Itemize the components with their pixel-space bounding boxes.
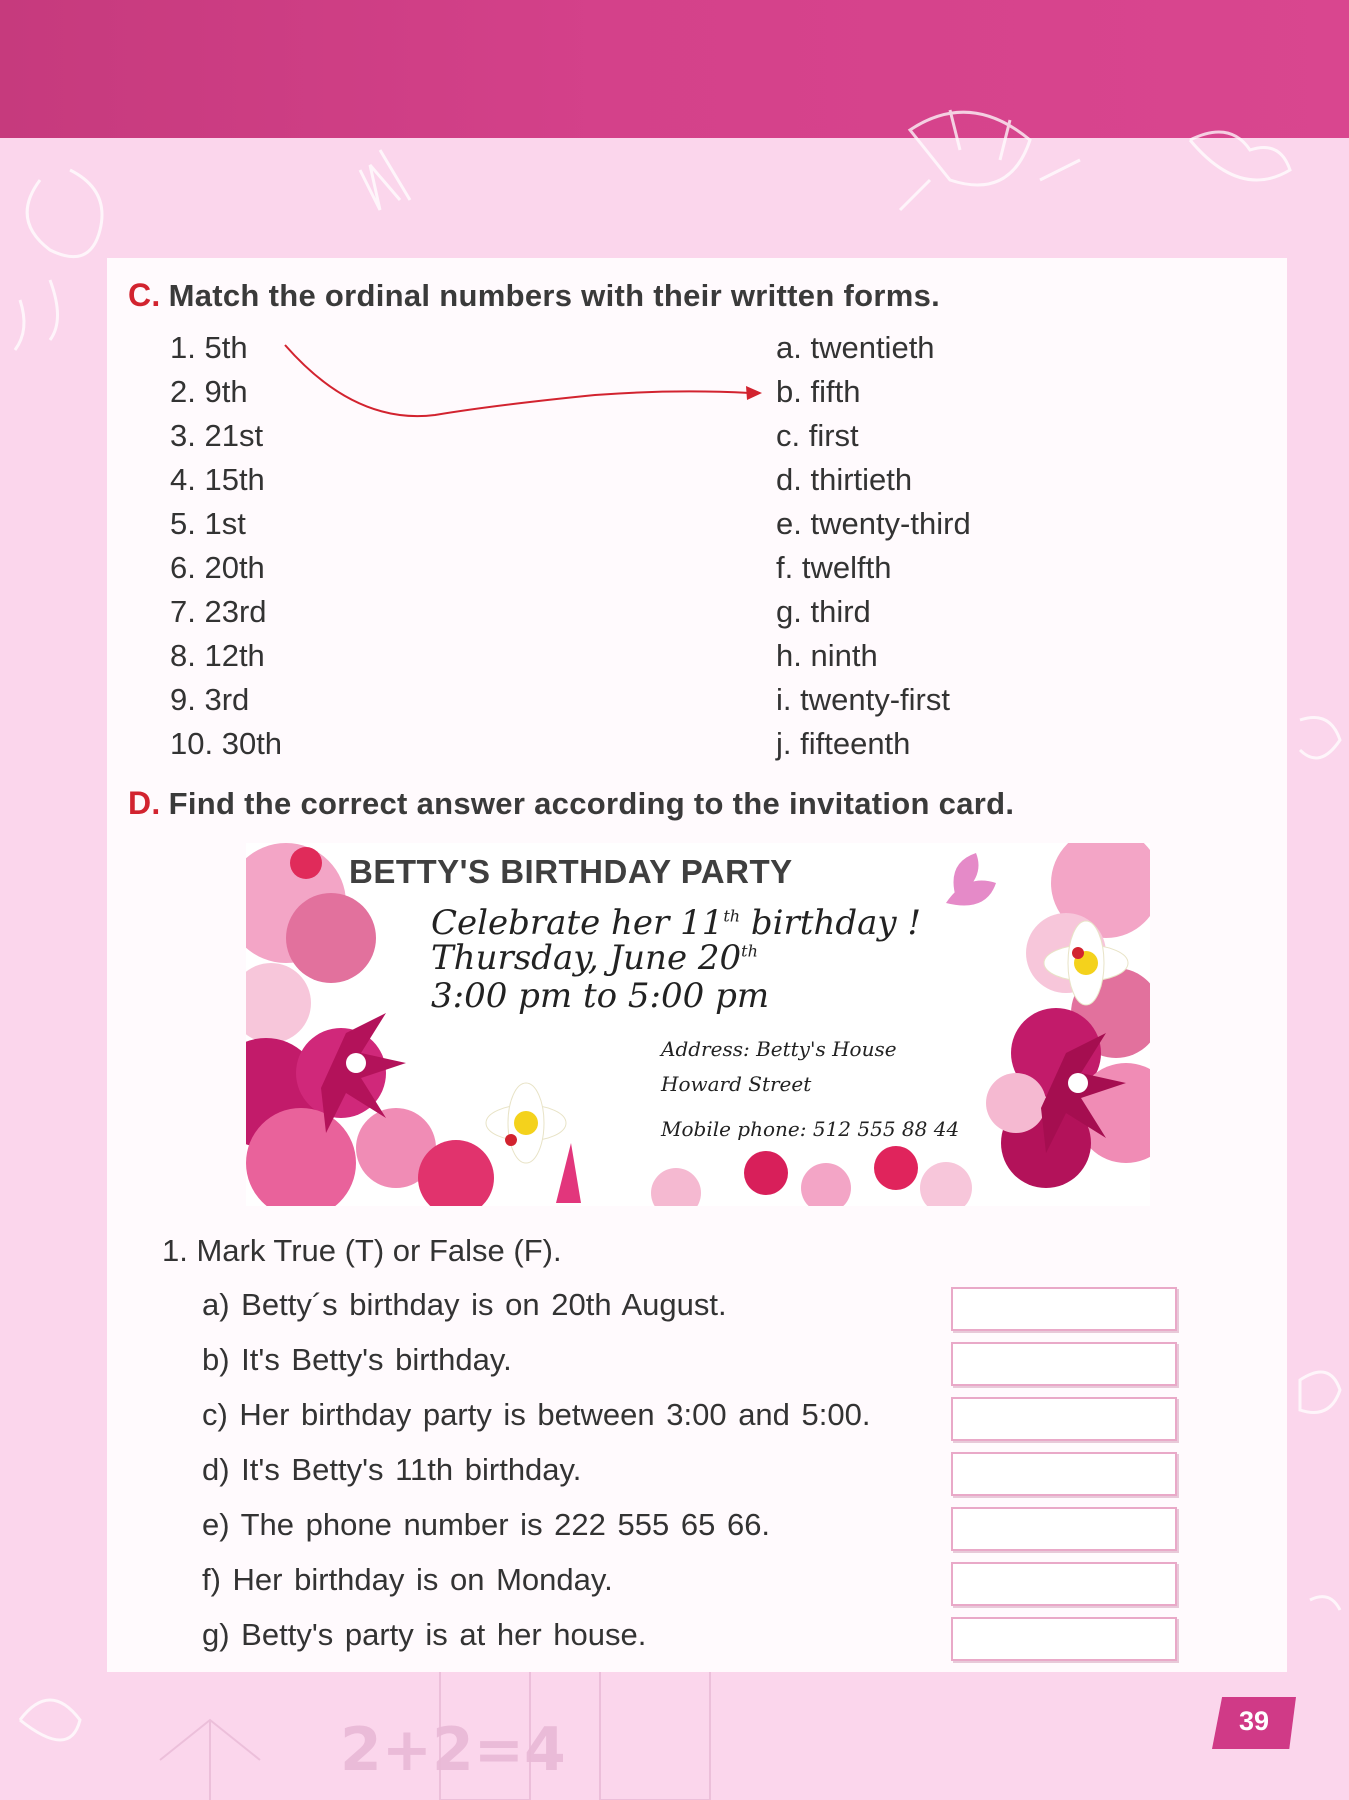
invitation-date-line <box>431 938 758 978</box>
top-banner <box>0 0 1349 138</box>
ordinal-item: 1. 5th <box>170 330 248 365</box>
written-form-item: g. third <box>776 594 871 629</box>
celebrate-end: birthday ! <box>740 903 922 943</box>
statement-e: e) The phone number is 222 555 65 66. <box>202 1507 771 1542</box>
statement-c: c) Her birthday party is between 3:00 and 5:00. <box>202 1397 871 1432</box>
invitation-phone: Mobile phone: 512 555 88 44 <box>661 1117 960 1141</box>
answer-box-d[interactable] <box>951 1452 1177 1496</box>
date-text: Thursday, June 20 <box>431 938 742 978</box>
answer-box-e[interactable] <box>951 1507 1177 1551</box>
ordinal-item: 6. 20th <box>170 550 265 585</box>
ordinal-item: 5. 1st <box>170 506 246 541</box>
invitation-time: 3:00 pm to 5:00 pm <box>431 976 770 1016</box>
statement-g: g) Betty's party is at her house. <box>202 1617 647 1652</box>
ordinal-item: 9. 3rd <box>170 682 250 717</box>
invitation-celebrate-line <box>431 903 921 943</box>
written-form-item: j. fifteenth <box>776 726 911 761</box>
celebrate-sup: th <box>723 906 741 926</box>
section-c-letter: C. <box>128 277 161 313</box>
answer-box-f[interactable] <box>951 1562 1177 1606</box>
section-c-title: Match the ordinal numbers with their written forms. <box>168 278 941 313</box>
date-sup: th <box>741 941 758 961</box>
true-false-instruction: 1. Mark True (T) or False (F). <box>162 1233 562 1268</box>
statement-a: a) Betty´s birthday is on 20th August. <box>202 1287 727 1322</box>
invitation-card <box>246 843 1150 1206</box>
statement-d: d) It's Betty's 11th birthday. <box>202 1452 582 1487</box>
invitation-street: Howard Street <box>661 1072 812 1096</box>
written-form-item: h. ninth <box>776 638 878 673</box>
section-d-title: Find the correct answer according to the invitation card. <box>168 786 1015 821</box>
written-form-item: e. twenty-third <box>776 506 971 541</box>
page-number: 39 <box>1238 1706 1270 1736</box>
invitation-title: BETTY'S BIRTHDAY PARTY <box>349 853 793 890</box>
written-form-item: c. first <box>776 418 859 453</box>
statement-b: b) It's Betty's birthday. <box>202 1342 512 1377</box>
written-form-item: i. twenty-first <box>776 682 950 717</box>
answer-box-g[interactable] <box>951 1617 1177 1661</box>
invitation-address: Address: Betty's House <box>661 1037 897 1061</box>
celebrate-text: Celebrate her 11 <box>431 903 724 943</box>
statement-f: f) Her birthday is on Monday. <box>202 1562 613 1597</box>
answer-box-b[interactable] <box>951 1342 1177 1386</box>
written-form-item: a. twentieth <box>776 330 935 365</box>
ordinal-item: 7. 23rd <box>170 594 267 629</box>
section-c-heading <box>128 277 940 314</box>
ordinal-item: 4. 15th <box>170 462 265 497</box>
flower-decoration <box>246 843 1150 1206</box>
written-form-item: f. twelfth <box>776 550 892 585</box>
written-form-item: d. thirtieth <box>776 462 913 497</box>
answer-box-c[interactable] <box>951 1397 1177 1441</box>
answer-box-a[interactable] <box>951 1287 1177 1331</box>
section-d-heading <box>128 785 1014 822</box>
svg-text:2+2=4: 2+2=4 <box>340 1715 566 1785</box>
written-form-item: b. fifth <box>776 374 861 409</box>
ordinal-item: 2. 9th <box>170 374 248 409</box>
ordinal-item: 10. 30th <box>170 726 283 761</box>
ordinal-item: 3. 21st <box>170 418 264 453</box>
ordinal-item: 8. 12th <box>170 638 265 673</box>
section-d-letter: D. <box>128 785 161 821</box>
